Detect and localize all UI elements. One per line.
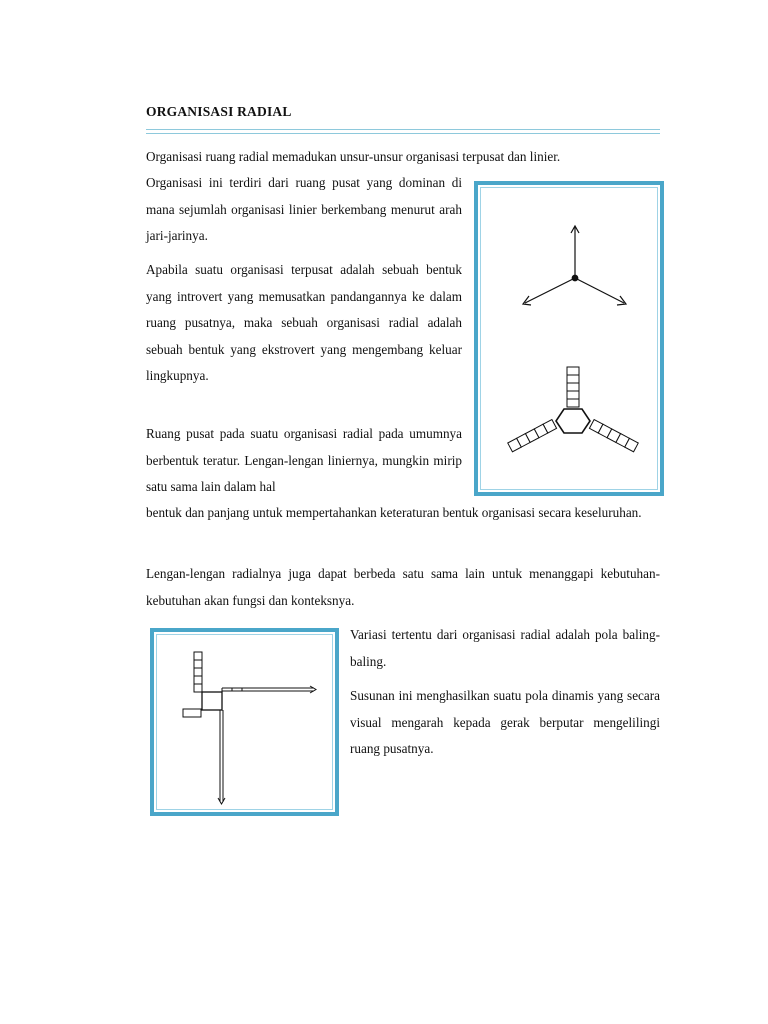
paragraph-2: Apabila suatu organisasi terpusat adalah sebuah bentuk yang introvert yang memusatkan pandangannya ke dalam ruang pusatnya, maka sebuah organisasi radial adalah sebuah bentuk yang ekstrovert yang mengembang keluar lingkupnya. — [146, 262, 462, 383]
pinwheel-diagram-illustration — [154, 632, 335, 812]
pinwheel-diagram-figure — [150, 628, 339, 816]
page-title: ORGANISASI RADIAL — [146, 104, 292, 119]
paragraph-3-wide: bentuk dan panjang untuk mempertahankan keteraturan bentuk organisasi secara keseluruhan. — [146, 505, 642, 520]
paragraph-5: Variasi tertentu dari organisasi radial adalah pola baling-baling. — [350, 627, 660, 669]
radial-arrows-diagram — [523, 226, 626, 305]
paragraph-1-body: Organisasi ini terdiri dari ruang pusat yang dominan di mana sejumlah organisasi linier berkembang menurut arah jari-jarinya. — [146, 175, 462, 243]
paragraph-6: Susunan ini menghasilkan suatu pola dinamis yang secara visual mengarah kepada gerak berputar mengelilingi ruang pusatnya. — [350, 688, 660, 756]
radial-diagram-figure — [474, 181, 664, 496]
title-divider-top — [146, 129, 660, 130]
paragraph-1-line-1: Organisasi ruang radial memadukan unsur-unsur organisasi terpusat dan linier. — [146, 149, 561, 164]
radial-rooms-diagram — [508, 367, 639, 452]
paragraph-4: Lengan-lengan radialnya juga dapat berbeda satu sama lain untuk menanggapi kebutuhan-kebutuhan akan fungsi dan konteksnya. — [146, 566, 660, 608]
radial-diagram-illustration — [478, 185, 660, 492]
pinwheel-arms — [183, 652, 316, 804]
title-divider-bottom — [146, 133, 660, 134]
paragraph-3-narrow: Ruang pusat pada suatu organisasi radial pada umumnya berbentuk teratur. Lengan-lengan liniernya, mungkin mirip satu sama lain dalam hal — [146, 426, 462, 494]
